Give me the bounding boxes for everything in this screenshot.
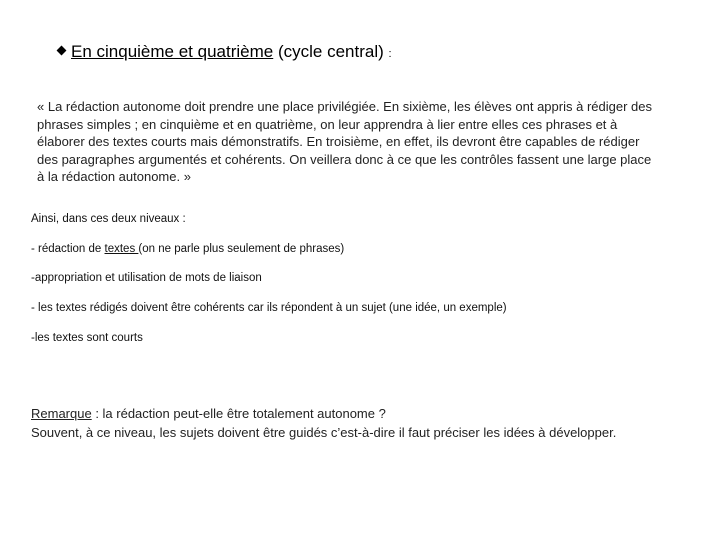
point-2: -appropriation et utilisation de mots de liaison <box>31 272 262 284</box>
heading-title-rest: (cycle central) <box>277 42 384 61</box>
point-1 <box>31 243 344 255</box>
remark-block <box>31 405 671 442</box>
point-3: - les textes rédigés doivent être cohérents car ils répondent à un sujet (une idée, un exemple) <box>31 302 507 314</box>
point-1-underlined: textes <box>104 243 139 255</box>
heading-colon: : <box>388 48 392 60</box>
remark-answer: Souvent, à ce niveau, les sujets doivent être guidés c’est-à-dire il faut préciser les idées à développer. <box>31 424 617 440</box>
heading-title-underlined: En cinquième et quatrième <box>71 42 274 61</box>
point-4: -les textes sont courts <box>31 332 143 344</box>
diamond-bullet-icon <box>57 46 67 56</box>
point-1-before: - rédaction de <box>31 243 105 255</box>
intro-line: Ainsi, dans ces deux niveaux : <box>31 213 186 225</box>
remark-label: Remarque <box>31 406 92 421</box>
remark-question: : la rédaction peut-elle être totalement autonome ? <box>91 406 386 421</box>
quote-paragraph: « La rédaction autonome doit prendre une place privilégiée. En sixième, les élèves ont appris à rédiger des phrases simples ; en cinquième et en quatrième, on leur apprendra à lier entre elles ces phrases et à élaborer des textes courts mais démonstratifs. En troisième, en effet, ils devront être capables de rédiger des paragraphes argumentés et cohérents. On veillera donc à ce que les contrôles fassent une large place à la rédaction autonome. » <box>37 99 652 184</box>
section-heading <box>58 42 392 62</box>
point-1-after: (on ne parle plus seulement de phrases) <box>138 243 345 255</box>
